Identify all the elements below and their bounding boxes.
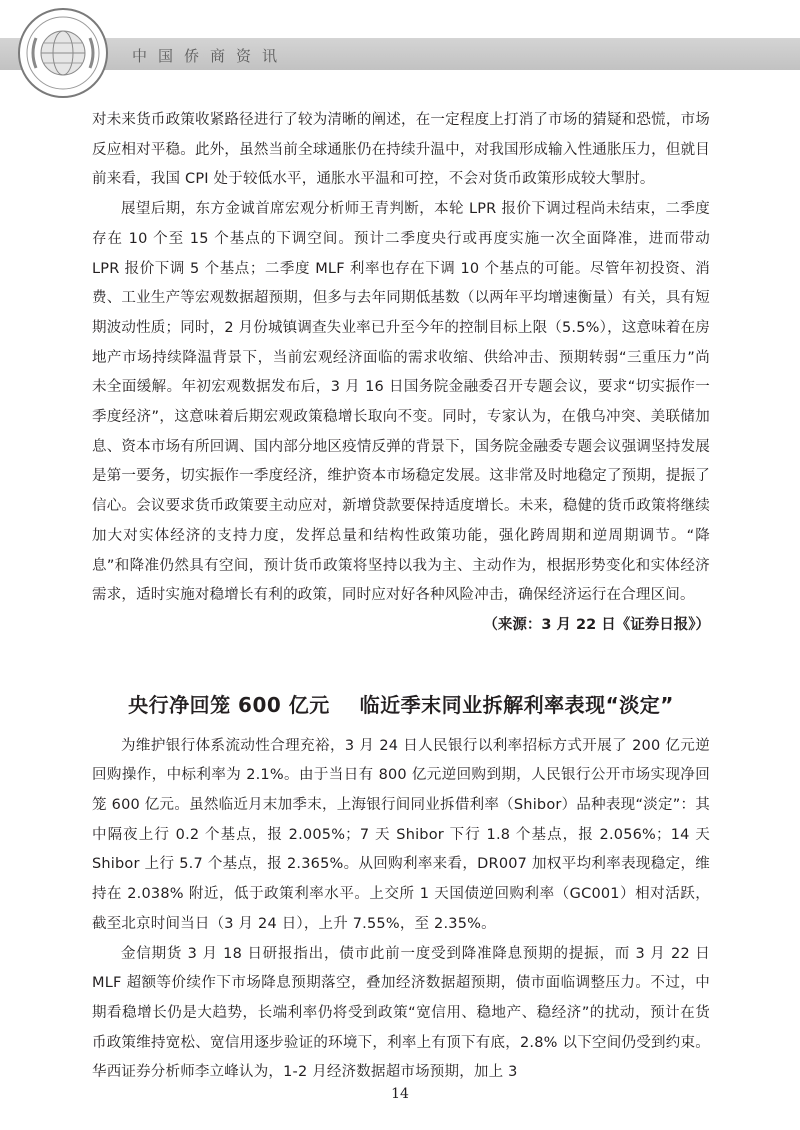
header-title: 中国侨商资讯 — [132, 47, 289, 65]
article1-paragraph-1: 对未来货币政策收紧路径进行了较为清晰的阐述，在一定程度上打消了市场的猜疑和恐慌，市场反应相对平稳。此外，虽然当前全球通胀仍在持续升温中，对我国形成输入性通胀压力，但就目前来看，我国 CPI 处于较低水平，通胀水平温和可控，不会对货币政策形成较大掣肘。 — [92, 112, 710, 188]
article2-paragraph-2: 金信期货 3 月 18 日研报指出，债市此前一度受到降准降息预期的提振，而 3 月 22 日 MLF 超额等价续作下市场降息预期落空，叠加经济数据超预期，债市面临调整压力。不过，中期看稳增长仍是大趋势，长端利率仍将受到政策“宽信用、稳地产、稳经济”的扰动，预计在货币政策维持宽松、宽信用逐步验证的环境下，利率上有顶下有底，2.8% 以下空间仍受到约束。华西证券分析师李立峰认为，1-2 月经济数据超市场预期，加上 3 — [92, 945, 710, 1081]
article-content — [92, 106, 710, 1088]
article2-title: 央行净回笼 600 亿元 临近季末同业拆解利率表现“淡定” — [128, 692, 674, 717]
page-number: 14 — [391, 1086, 409, 1102]
header-bar — [0, 38, 800, 70]
article1-paragraph-2: 展望后期，东方金诚首席宏观分析师王青判断，本轮 LPR 报价下调过程尚未结束，二季度存在 10 个至 15 个基点的下调空间。预计二季度央行或再度实施一次全面降准，进而带动 LPR 报价下调 5 个基点；二季度 MLF 利率也存在下调 10 个基点的可能。尽管年初投资、消费、工业生产等宏观数据超预期，但多与去年同期低基数（以两年平均增速衡量）有关，具有短期波动性质；同时，2 月份城镇调查失业率已升至今年的控制目标上限（5.5%），这意味着在房地产市场持续降温背景下，当前宏观经济面临的需求收缩、供给冲击、预期转弱“三重压力”尚未全面缓解。年初宏观数据发布后，3 月 16 日国务院金融委召开专题会议，要求“切实振作一季度经济”，这意味着后期宏观政策稳增长取向不变。同时，专家认为，在俄乌冲突、美联储加息、资本市场有所回调、国内部分地区疫情反弹的背景下，国务院金融委专题会议强调坚持发展是第一要务，切实振作一季度经济，维护资本市场稳定发展。这非常及时地稳定了预期，提振了信心。会议要求货币政策要主动应对，新增贷款要保持适度增长。未来，稳健的货币政策将继续加大对实体经济的支持力度，发挥总量和结构性政策功能，强化跨周期和逆周期调节。“降息”和降准仍然具有空间，预计货币政策将坚持以我为主、主动作为，根据形势变化和实体经济需求，适时实施对稳增长有利的政策，同时应对好各种风险冲击，确保经济运行在合理区间。 — [92, 201, 710, 604]
article1-source: （来源：3 月 22 日《证券日报》） — [483, 616, 710, 633]
logo-seal-icon — [16, 6, 110, 100]
article2-paragraph-1: 为维护银行体系流动性合理充裕，3 月 24 日人民银行以利率招标方式开展了 200 亿元逆回购操作，中标利率为 2.1%。由于当日有 800 亿元逆回购到期，人民银行公开市场实现净回笼 600 亿元。虽然临近月末加季末，上海银行间同业拆借利率（Shibor）品种表现“淡定”：其中隔夜上行 0.2 个基点，报 2.005%；7 天 Shibor 下行 1.8 个基点，报 2.056%；14 天 Shibor 上行 5.7 个基点，报 2.365%。从回购利率来看，DR007 加权平均利率表现稳定，维持在 2.038% 附近，低于政策利率水平。上交所 1 天国债逆回购利率（GC001）相对活跃，截至北京时间当日（3 月 24 日），上升 7.55%，至 2.35%。 — [92, 737, 710, 932]
